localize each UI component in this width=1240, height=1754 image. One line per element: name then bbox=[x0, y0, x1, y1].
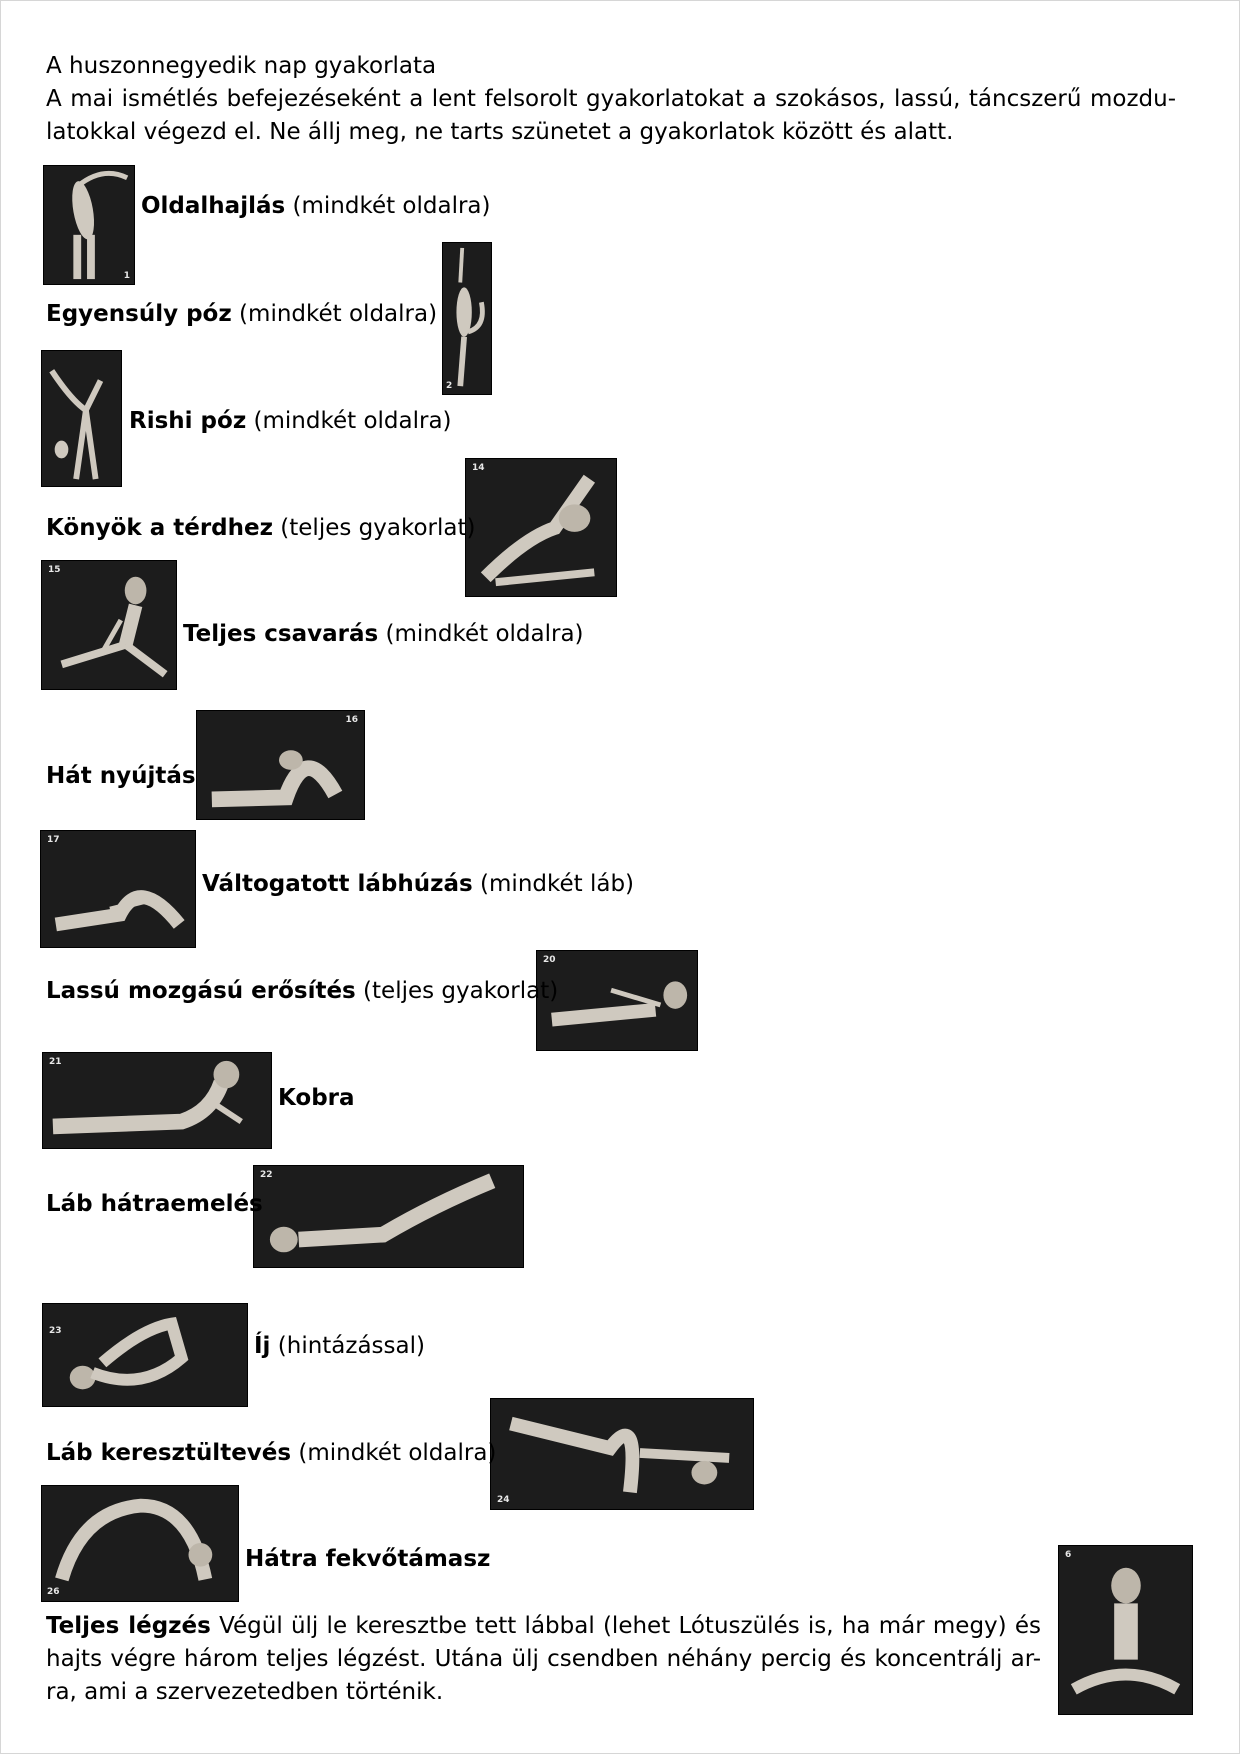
exercise-photo-lab-hatraemeles bbox=[253, 1165, 524, 1268]
intro-line-2: latokkal végezd el. Ne állj meg, ne tarts szünetet a gyakorlatok között és alatt. bbox=[46, 119, 954, 145]
exercise-photo-valtogatott-labhuzas bbox=[40, 830, 196, 948]
exercise-valtogatott-labhuzas: Váltogatott lábhúzás (mindkét láb) bbox=[202, 871, 635, 897]
photo-number: 20 bbox=[543, 955, 556, 965]
page-title: A huszonnegyedik nap gyakorlata bbox=[46, 53, 437, 79]
photo-number: 17 bbox=[47, 835, 60, 845]
photo-number: 26 bbox=[47, 1587, 60, 1597]
exercise-photo-hat-nyujtas bbox=[196, 710, 365, 820]
exercise-rishi-poz: Rishi póz (mindkét oldalra) bbox=[129, 408, 452, 434]
exercise-photo-teljes-legzes bbox=[1058, 1545, 1193, 1715]
photo-number: 1 bbox=[123, 271, 130, 281]
photo-number: 14 bbox=[472, 463, 485, 473]
exercise-photo-lab-keresztultéves bbox=[490, 1398, 754, 1510]
exercise-photo-egyensuly-poz bbox=[442, 242, 492, 395]
exercise-ij: Íj (hintázással) bbox=[254, 1333, 425, 1359]
exercise-lassu-mozgasu-erosites: Lassú mozgású erősítés (teljes gyakorlat) bbox=[46, 978, 559, 1004]
final-line-2: hajts végre három teljes légzést. Utána ülj csendben néhány percig és koncentrálj ar- bbox=[46, 1646, 1041, 1672]
exercise-egyensuly-poz: Egyensúly póz (mindkét oldalra) bbox=[46, 301, 438, 327]
exercise-lab-hatraemeles: Láb hátraemelés bbox=[46, 1191, 263, 1217]
exercise-photo-teljes-csavaras bbox=[41, 560, 177, 690]
final-line-1: Teljes légzés Végül ülj le keresztbe tett lábbal (lehet Lótuszülés is, ha már megy) és bbox=[46, 1613, 1041, 1639]
photo-number: 2 bbox=[446, 381, 453, 391]
exercise-lab-keresztultéves: Láb keresztültevés (mindkét oldalra) bbox=[46, 1440, 497, 1466]
exercise-photo-ij bbox=[42, 1303, 248, 1407]
photo-number: 15 bbox=[48, 565, 61, 575]
final-paragraph bbox=[46, 1610, 1041, 1709]
exercise-photo-kobra bbox=[42, 1052, 272, 1149]
photo-number: 21 bbox=[49, 1057, 62, 1067]
intro-block bbox=[46, 50, 1176, 149]
exercise-photo-konyok-a-terdhez bbox=[465, 458, 617, 597]
photo-number: 16 bbox=[345, 715, 358, 725]
photo-number: 23 bbox=[49, 1326, 62, 1336]
photo-number: 6 bbox=[1065, 1550, 1072, 1560]
intro-line-1: A mai ismétlés befejezéseként a lent felsorolt gyakorlatokat a szokásos, lassú, táncszerű mozdu- bbox=[46, 86, 1176, 112]
photo-number: 24 bbox=[497, 1495, 510, 1505]
exercise-kobra: Kobra bbox=[278, 1085, 355, 1111]
exercise-photo-rishi-poz bbox=[41, 350, 122, 487]
exercise-teljes-csavaras: Teljes csavarás (mindkét oldalra) bbox=[183, 621, 584, 647]
exercise-photo-hatra-fekvotamasz bbox=[41, 1485, 239, 1602]
exercise-photo-oldalhajlas bbox=[43, 165, 135, 285]
final-line-3: ra, ami a szervezetedben történik. bbox=[46, 1679, 444, 1705]
exercise-photo-lassu-mozgasu-erosites bbox=[536, 950, 698, 1051]
exercise-konyok-a-terdhez: Könyök a térdhez (teljes gyakorlat) bbox=[46, 515, 476, 541]
photo-number: 22 bbox=[260, 1170, 273, 1180]
exercise-oldalhajlas: Oldalhajlás (mindkét oldalra) bbox=[141, 193, 491, 219]
exercise-hat-nyujtas: Hát nyújtás bbox=[46, 763, 196, 789]
exercise-hatra-fekvotamasz: Hátra fekvőtámasz bbox=[245, 1546, 491, 1572]
